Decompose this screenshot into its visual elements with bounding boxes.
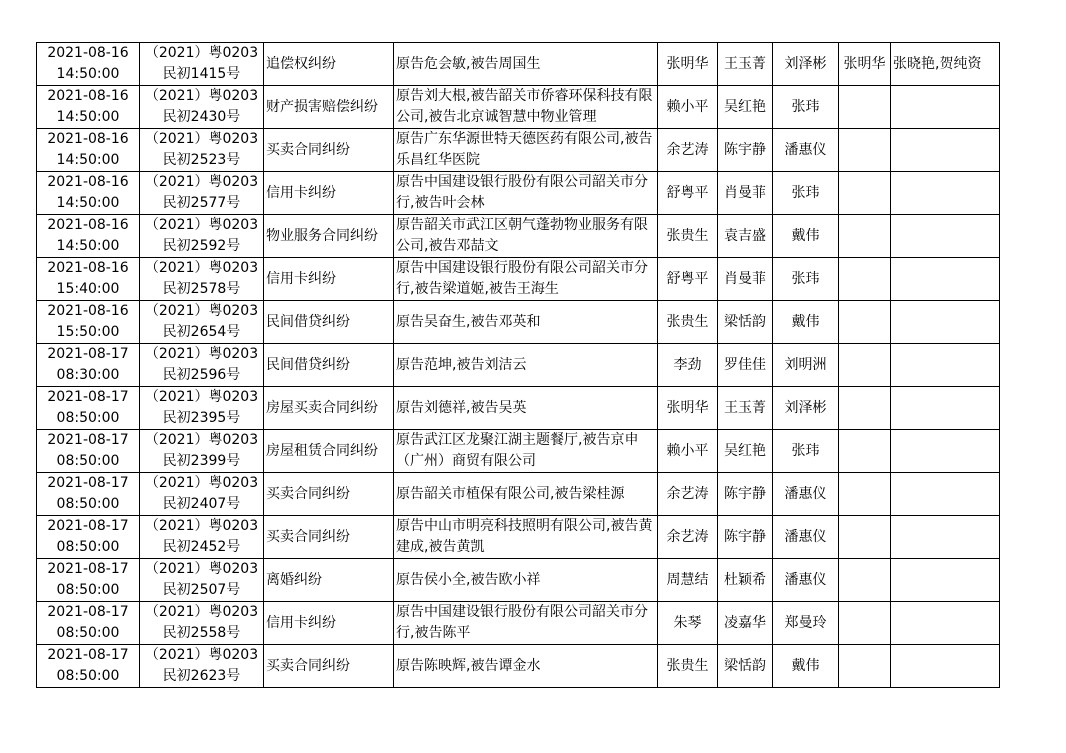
- panel-member-member2: 潘惠仪: [784, 528, 827, 545]
- clerk-cell: [839, 602, 891, 645]
- panel-member-member2: 张玮: [791, 98, 820, 115]
- presiding-judge-cell: [658, 344, 718, 387]
- extra-cell: [891, 602, 1000, 645]
- parties-parties: 原告陈映辉,被告谭金水: [396, 657, 541, 674]
- case-cause-cell: [264, 258, 394, 301]
- case-cause-cause: 买卖合同纠纷: [266, 657, 350, 674]
- case-cause-cell: [264, 430, 394, 473]
- parties-parties: 原告中山市明亮科技照明有限公司,被告黄建成,被告黄凯: [396, 518, 653, 555]
- case-number-case-no: 民初2577号: [162, 195, 241, 211]
- table-row: [37, 129, 1000, 172]
- presiding-judge-cell: [658, 301, 718, 344]
- case-number-cell: [140, 215, 264, 258]
- hearing-datetime-cell: [37, 172, 140, 215]
- hearing-datetime-cell: [37, 301, 140, 344]
- hearing-datetime-date: 2021-08-16: [47, 45, 129, 61]
- presiding-judge-judge: 舒粤平: [666, 270, 709, 287]
- hearing-datetime-cell: [37, 344, 140, 387]
- parties-parties: 原告吴奋生,被告邓英和: [396, 313, 541, 330]
- panel-member-member1: 罗佳佳: [724, 356, 766, 373]
- case-number-case-no: 民初2452号: [162, 539, 241, 555]
- parties-parties: 原告危会敏,被告周国生: [396, 55, 541, 72]
- extra-cell: [891, 387, 1000, 430]
- clerk-cell: [839, 86, 891, 129]
- panel-member-member2: 戴伟: [791, 227, 820, 244]
- case-number-cell: [140, 387, 264, 430]
- presiding-judge-judge: 张贵生: [666, 227, 709, 244]
- clerk-cell: [839, 559, 891, 602]
- panel-member-cell: [718, 602, 773, 645]
- case-number-case-no: 民初2407号: [162, 496, 241, 512]
- presiding-judge-cell: [658, 86, 718, 129]
- case-cause-cause: 房屋租赁合同纠纷: [266, 442, 378, 459]
- panel-member-cell: [773, 86, 839, 129]
- hearing-datetime-date: 2021-08-16: [47, 131, 129, 147]
- panel-member-cell: [773, 258, 839, 301]
- case-cause-cell: [264, 559, 394, 602]
- case-number-cell: [140, 258, 264, 301]
- panel-member-member2: 戴伟: [791, 657, 820, 674]
- case-number-case-year: （2021）粤0203: [144, 647, 259, 663]
- hearing-datetime-time: 08:50:00: [56, 582, 120, 598]
- hearing-datetime-time: 08:50:00: [56, 539, 120, 555]
- hearing-datetime-cell: [37, 430, 140, 473]
- case-number-cell: [140, 473, 264, 516]
- case-number-case-year: （2021）粤0203: [144, 45, 259, 61]
- parties-cell: [394, 430, 658, 473]
- parties-cell: [394, 473, 658, 516]
- presiding-judge-judge: 张贵生: [666, 657, 709, 674]
- panel-member-cell: [718, 86, 773, 129]
- case-number-case-year: （2021）粤0203: [144, 217, 259, 233]
- hearing-datetime-cell: [37, 258, 140, 301]
- hearing-datetime-time: 14:50:00: [56, 195, 120, 211]
- panel-member-member2: 郑曼玲: [784, 614, 827, 631]
- parties-cell: [394, 645, 658, 688]
- case-number-case-year: （2021）粤0203: [144, 561, 259, 577]
- panel-member-member1: 肖曼菲: [724, 184, 766, 201]
- case-cause-cause: 信用卡纠纷: [266, 270, 336, 287]
- hearing-datetime-time: 14:50:00: [56, 152, 120, 168]
- panel-member-member1: 王玉菁: [724, 55, 766, 72]
- parties-cell: [394, 258, 658, 301]
- case-number-case-year: （2021）粤0203: [144, 346, 259, 362]
- clerk-cell: [839, 172, 891, 215]
- case-cause-cause: 信用卡纠纷: [266, 614, 336, 631]
- hearing-datetime-time: 14:50:00: [56, 66, 120, 82]
- hearing-datetime-date: 2021-08-17: [47, 518, 129, 534]
- case-number-cell: [140, 645, 264, 688]
- presiding-judge-judge: 李劲: [673, 356, 702, 373]
- parties-parties: 原告韶关市武江区朝气蓬勃物业服务有限公司,被告邓喆文: [396, 217, 648, 254]
- panel-member-cell: [718, 516, 773, 559]
- clerk-cell: [839, 645, 891, 688]
- presiding-judge-judge: 张明华: [666, 399, 709, 416]
- case-cause-cause: 财产损害赔偿纠纷: [266, 98, 378, 115]
- extra-cell: [891, 430, 1000, 473]
- parties-cell: [394, 344, 658, 387]
- parties-cell: [394, 602, 658, 645]
- panel-member-cell: [773, 387, 839, 430]
- parties-parties: 原告范坤,被告刘洁云: [396, 356, 527, 373]
- panel-member-cell: [718, 43, 773, 86]
- panel-member-cell: [773, 645, 839, 688]
- clerk-cell: [839, 387, 891, 430]
- hearing-datetime-date: 2021-08-17: [47, 604, 129, 620]
- panel-member-member2: 潘惠仪: [784, 141, 827, 158]
- panel-member-cell: [773, 172, 839, 215]
- case-number-case-no: 民初2395号: [162, 410, 241, 426]
- parties-parties: 原告武江区龙聚江湖主题餐厅,被告京申（广州）商贸有限公司: [396, 432, 639, 469]
- panel-member-member1: 陈宇静: [724, 141, 766, 158]
- table-row: [37, 43, 1000, 86]
- parties-parties: 原告中国建设银行股份有限公司韶关市分行,被告梁道姬,被告王海生: [396, 260, 648, 297]
- panel-member-cell: [718, 215, 773, 258]
- panel-member-member1: 吴红艳: [724, 442, 766, 459]
- case-cause-cell: [264, 86, 394, 129]
- presiding-judge-cell: [658, 602, 718, 645]
- panel-member-member2: 刘泽彬: [784, 399, 827, 416]
- panel-member-cell: [773, 215, 839, 258]
- case-number-case-no: 民初1415号: [162, 66, 241, 82]
- panel-member-cell: [718, 129, 773, 172]
- presiding-judge-cell: [658, 430, 718, 473]
- extra-cell: [891, 516, 1000, 559]
- hearing-datetime-time: 14:50:00: [56, 109, 120, 125]
- case-cause-cause: 信用卡纠纷: [266, 184, 336, 201]
- presiding-judge-cell: [658, 387, 718, 430]
- case-cause-cell: [264, 387, 394, 430]
- case-cause-cause: 买卖合同纠纷: [266, 141, 350, 158]
- table-row: [37, 645, 1000, 688]
- clerk-cell: [839, 473, 891, 516]
- panel-member-cell: [773, 602, 839, 645]
- clerk-cell: [839, 516, 891, 559]
- hearing-datetime-time: 08:30:00: [56, 367, 120, 383]
- hearing-datetime-date: 2021-08-16: [47, 217, 129, 233]
- case-number-cell: [140, 602, 264, 645]
- hearing-datetime-date: 2021-08-16: [47, 303, 129, 319]
- panel-member-cell: [773, 344, 839, 387]
- parties-parties: 原告广东华源世特天德医药有限公司,被告乐昌红华医院: [396, 131, 653, 168]
- hearing-datetime-time: 15:50:00: [56, 324, 120, 340]
- clerk-cell: [839, 301, 891, 344]
- clerk-cell: [839, 430, 891, 473]
- hearing-datetime-time: 15:40:00: [56, 281, 120, 297]
- table-row: [37, 387, 1000, 430]
- panel-member-member2: 戴伟: [791, 313, 820, 330]
- case-number-case-year: （2021）粤0203: [144, 260, 259, 276]
- panel-member-cell: [718, 430, 773, 473]
- hearing-datetime-date: 2021-08-17: [47, 647, 129, 663]
- hearing-datetime-time: 08:50:00: [56, 496, 120, 512]
- hearing-datetime-date: 2021-08-17: [47, 561, 129, 577]
- case-number-case-year: （2021）粤0203: [144, 174, 259, 190]
- parties-cell: [394, 129, 658, 172]
- case-number-cell: [140, 86, 264, 129]
- panel-member-member1: 杜颖希: [724, 571, 766, 588]
- panel-member-cell: [718, 344, 773, 387]
- table-row: [37, 172, 1000, 215]
- extra-cell: [891, 258, 1000, 301]
- parties-parties: 原告刘大根,被告韶关市侨睿环保科技有限公司,被告北京诚智慧中物业管理: [396, 88, 653, 125]
- panel-member-cell: [718, 301, 773, 344]
- presiding-judge-cell: [658, 215, 718, 258]
- presiding-judge-judge: 张贵生: [666, 313, 709, 330]
- case-cause-cause: 离婚纠纷: [266, 571, 322, 588]
- parties-cell: [394, 172, 658, 215]
- hearing-datetime-date: 2021-08-17: [47, 475, 129, 491]
- panel-member-cell: [773, 559, 839, 602]
- table-row: [37, 516, 1000, 559]
- case-number-case-no: 民初2592号: [162, 238, 241, 254]
- case-cause-cell: [264, 602, 394, 645]
- table-row: [37, 559, 1000, 602]
- case-cause-cell: [264, 301, 394, 344]
- panel-member-cell: [773, 516, 839, 559]
- presiding-judge-cell: [658, 129, 718, 172]
- case-number-cell: [140, 43, 264, 86]
- panel-member-member2: 张玮: [791, 184, 820, 201]
- presiding-judge-cell: [658, 258, 718, 301]
- case-cause-cell: [264, 344, 394, 387]
- case-number-case-year: （2021）粤0203: [144, 604, 259, 620]
- parties-parties: 原告中国建设银行股份有限公司韶关市分行,被告陈平: [396, 604, 648, 641]
- hearing-datetime-cell: [37, 387, 140, 430]
- extra-cell: [891, 86, 1000, 129]
- panel-member-cell: [773, 129, 839, 172]
- presiding-judge-judge: 赖小平: [666, 98, 709, 115]
- table-row: [37, 215, 1000, 258]
- case-cause-cause: 民间借贷纠纷: [266, 313, 350, 330]
- parties-cell: [394, 559, 658, 602]
- panel-member-member2: 张玮: [791, 442, 820, 459]
- case-number-case-year: （2021）粤0203: [144, 88, 259, 104]
- parties-parties: 原告侯小全,被告欧小祥: [396, 571, 541, 588]
- hearing-datetime-cell: [37, 516, 140, 559]
- hearing-datetime-cell: [37, 86, 140, 129]
- panel-member-member1: 陈宇静: [724, 528, 766, 545]
- hearing-datetime-date: 2021-08-17: [47, 346, 129, 362]
- parties-parties: 原告韶关市植保有限公司,被告梁桂源: [396, 485, 625, 502]
- hearing-datetime-cell: [37, 43, 140, 86]
- panel-member-member1: 凌嘉华: [724, 614, 766, 631]
- presiding-judge-judge: 余艺涛: [666, 485, 709, 502]
- panel-member-member1: 梁恬韵: [724, 313, 766, 330]
- table-row: [37, 602, 1000, 645]
- hearing-datetime-time: 08:50:00: [56, 453, 120, 469]
- clerk-cell: [839, 215, 891, 258]
- hearing-datetime-cell: [37, 215, 140, 258]
- presiding-judge-judge: 余艺涛: [666, 141, 709, 158]
- presiding-judge-judge: 赖小平: [666, 442, 709, 459]
- case-cause-cause: 买卖合同纠纷: [266, 485, 350, 502]
- presiding-judge-judge: 舒粤平: [666, 184, 709, 201]
- extra-cell: [891, 473, 1000, 516]
- panel-member-member1: 陈宇静: [724, 485, 766, 502]
- case-cause-cause: 买卖合同纠纷: [266, 528, 350, 545]
- panel-member-cell: [718, 172, 773, 215]
- schedule-rows: [37, 43, 1000, 688]
- parties-cell: [394, 387, 658, 430]
- hearing-datetime-cell: [37, 645, 140, 688]
- hearing-datetime-cell: [37, 473, 140, 516]
- extra-cell: [891, 645, 1000, 688]
- panel-member-cell: [718, 473, 773, 516]
- case-number-cell: [140, 516, 264, 559]
- case-number-case-no: 民初2623号: [162, 668, 241, 684]
- case-number-cell: [140, 559, 264, 602]
- extra-cell: [891, 215, 1000, 258]
- clerk-cell: [839, 258, 891, 301]
- presiding-judge-cell: [658, 473, 718, 516]
- extra-cell: [891, 43, 1000, 86]
- panel-member-member2: 刘泽彬: [784, 55, 827, 72]
- table-row: [37, 430, 1000, 473]
- panel-member-member1: 王玉菁: [724, 399, 766, 416]
- case-cause-cell: [264, 473, 394, 516]
- parties-cell: [394, 43, 658, 86]
- table-row: [37, 86, 1000, 129]
- case-number-case-no: 民初2558号: [162, 625, 241, 641]
- case-number-cell: [140, 430, 264, 473]
- parties-parties: 原告中国建设银行股份有限公司韶关市分行,被告叶会林: [396, 174, 648, 211]
- panel-member-cell: [773, 301, 839, 344]
- case-number-case-no: 民初2578号: [162, 281, 241, 297]
- presiding-judge-judge: 余艺涛: [666, 528, 709, 545]
- hearing-datetime-time: 14:50:00: [56, 238, 120, 254]
- case-number-case-no: 民初2523号: [162, 152, 241, 168]
- parties-cell: [394, 215, 658, 258]
- table-row: [37, 301, 1000, 344]
- hearing-datetime-date: 2021-08-16: [47, 260, 129, 276]
- extra-cell: [891, 344, 1000, 387]
- panel-member-cell: [773, 43, 839, 86]
- table-row: [37, 344, 1000, 387]
- clerk-clerk: 张明华: [843, 55, 886, 72]
- hearing-datetime-date: 2021-08-16: [47, 174, 129, 190]
- panel-member-cell: [718, 258, 773, 301]
- case-number-case-no: 民初2654号: [162, 324, 241, 340]
- hearing-datetime-date: 2021-08-16: [47, 88, 129, 104]
- case-cause-cell: [264, 516, 394, 559]
- panel-member-member2: 张玮: [791, 270, 820, 287]
- hearing-datetime-date: 2021-08-17: [47, 389, 129, 405]
- case-cause-cell: [264, 129, 394, 172]
- case-number-case-year: （2021）粤0203: [144, 432, 259, 448]
- case-number-case-no: 民初2596号: [162, 367, 241, 383]
- case-number-case-no: 民初2430号: [162, 109, 241, 125]
- case-number-cell: [140, 172, 264, 215]
- panel-member-member2: 刘明洲: [784, 356, 827, 373]
- hearing-datetime-date: 2021-08-17: [47, 432, 129, 448]
- clerk-cell: [839, 129, 891, 172]
- hearing-datetime-cell: [37, 559, 140, 602]
- presiding-judge-judge: 朱琴: [673, 614, 702, 631]
- clerk-cell: [839, 43, 891, 86]
- case-cause-cause: 民间借贷纠纷: [266, 356, 350, 373]
- parties-parties: 原告刘德祥,被告吴英: [396, 399, 527, 416]
- case-number-cell: [140, 301, 264, 344]
- panel-member-member1: 肖曼菲: [724, 270, 766, 287]
- case-cause-cause: 房屋买卖合同纠纷: [266, 399, 378, 416]
- panel-member-cell: [773, 473, 839, 516]
- hearing-datetime-time: 08:50:00: [56, 668, 120, 684]
- presiding-judge-cell: [658, 172, 718, 215]
- presiding-judge-cell: [658, 645, 718, 688]
- case-cause-cell: [264, 215, 394, 258]
- table-row: [37, 258, 1000, 301]
- case-cause-cell: [264, 172, 394, 215]
- table-row: [37, 473, 1000, 516]
- clerk-cell: [839, 344, 891, 387]
- presiding-judge-cell: [658, 559, 718, 602]
- panel-member-cell: [773, 430, 839, 473]
- panel-member-member1: 吴红艳: [724, 98, 766, 115]
- case-number-cell: [140, 344, 264, 387]
- hearing-schedule-table: [36, 42, 1000, 688]
- extra-extra: 张晓艳,贺纯资: [893, 55, 982, 72]
- case-cause-cell: [264, 43, 394, 86]
- case-cause-cell: [264, 645, 394, 688]
- hearing-datetime-cell: [37, 129, 140, 172]
- case-number-case-year: （2021）粤0203: [144, 303, 259, 319]
- case-number-case-year: （2021）粤0203: [144, 389, 259, 405]
- hearing-datetime-time: 08:50:00: [56, 410, 120, 426]
- parties-cell: [394, 86, 658, 129]
- panel-member-member1: 梁恬韵: [724, 657, 766, 674]
- case-number-case-year: （2021）粤0203: [144, 475, 259, 491]
- presiding-judge-judge: 张明华: [666, 55, 709, 72]
- panel-member-cell: [718, 387, 773, 430]
- extra-cell: [891, 172, 1000, 215]
- extra-cell: [891, 301, 1000, 344]
- parties-cell: [394, 516, 658, 559]
- case-number-case-no: 民初2507号: [162, 582, 241, 598]
- presiding-judge-cell: [658, 516, 718, 559]
- extra-cell: [891, 129, 1000, 172]
- panel-member-member1: 袁吉盛: [724, 227, 766, 244]
- case-number-case-no: 民初2399号: [162, 453, 241, 469]
- panel-member-member2: 潘惠仪: [784, 571, 827, 588]
- presiding-judge-cell: [658, 43, 718, 86]
- panel-member-member2: 潘惠仪: [784, 485, 827, 502]
- case-number-cell: [140, 129, 264, 172]
- case-cause-cause: 物业服务合同纠纷: [266, 227, 378, 244]
- hearing-datetime-time: 08:50:00: [56, 625, 120, 641]
- parties-cell: [394, 301, 658, 344]
- panel-member-cell: [718, 645, 773, 688]
- extra-cell: [891, 559, 1000, 602]
- case-cause-cause: 追偿权纠纷: [266, 55, 336, 72]
- case-number-case-year: （2021）粤0203: [144, 518, 259, 534]
- presiding-judge-judge: 周慧结: [666, 571, 709, 588]
- case-number-case-year: （2021）粤0203: [144, 131, 259, 147]
- panel-member-cell: [718, 559, 773, 602]
- hearing-datetime-cell: [37, 602, 140, 645]
